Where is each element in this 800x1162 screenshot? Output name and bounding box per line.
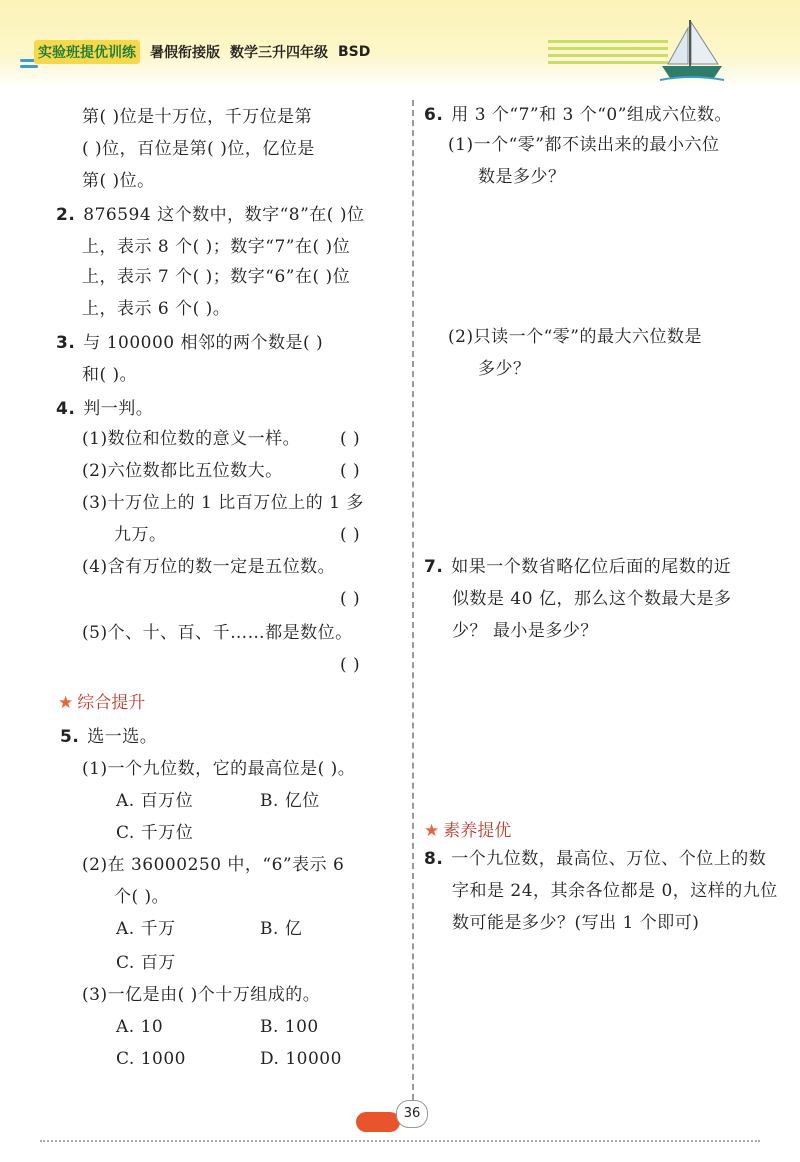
question-3 [56, 332, 323, 354]
q6-title: 用 3 个“7”和 3 个“0”组成六位数。 [451, 105, 732, 125]
question-number: 6. [424, 105, 444, 125]
edition: 暑假衔接版 [150, 45, 220, 61]
q6-item2-line1: (2)只读一个“零”的最大六位数是 [448, 327, 702, 347]
subject-grade: 数学三升四年级 [230, 45, 328, 61]
question-number: 4. [56, 399, 76, 419]
q3-line2: 和( )。 [82, 365, 138, 385]
answer-paren: ( ) [340, 461, 361, 481]
decorative-stripes [548, 36, 668, 68]
q5-item2-option-b: B. 亿 [260, 919, 303, 939]
page-number: 36 [396, 1100, 428, 1128]
q4-item3-line2: 九万。 [114, 525, 167, 545]
q5-item3: (3)一亿是由( )个十万组成的。 [82, 985, 321, 1005]
q4-item3-line1: (3)十万位上的 1 比百万位上的 1 多 [82, 493, 364, 513]
question-2 [56, 204, 364, 226]
answer-paren: ( ) [340, 589, 361, 609]
q5-item1-option-c: C. 千万位 [116, 823, 194, 843]
q3-line1: 与 100000 相邻的两个数是( ) [83, 333, 324, 353]
q6-item1-line2: 数是多少？ [478, 167, 566, 187]
q7-line1: 如果一个数省略亿位后面的尾数的近 [451, 557, 732, 577]
section-title: 综合提升 [77, 693, 146, 713]
question-number: 3. [56, 333, 76, 353]
q1-line3: 第( )位。 [82, 171, 155, 191]
q4-item5: (5)个、十、百、千……都是数位。 [82, 623, 353, 643]
answer-paren: ( ) [340, 655, 361, 675]
question-number: 5. [60, 727, 80, 747]
q5-item3-option-a: A. 10 [116, 1017, 164, 1037]
q5-item3-option-c: C. 1000 [116, 1049, 186, 1069]
q4-item2: (2)六位数都比五位数大。 [82, 461, 283, 481]
answer-paren: ( ) [340, 429, 361, 449]
q1-line2: ( )位，百位是第( )位，亿位是 [82, 139, 315, 159]
sailboat-icon [656, 18, 726, 84]
page-header [0, 0, 800, 88]
question-6 [424, 104, 732, 126]
section-heading [424, 816, 511, 841]
q5-title: 选一选。 [87, 727, 158, 747]
question-number: 8. [424, 849, 444, 869]
q8-line3: 数可能是多少？(写出 1 个即可) [452, 913, 700, 933]
question-7 [424, 556, 731, 578]
question-4 [56, 398, 153, 420]
q8-line1: 一个九位数，最高位、万位、个位上的数 [451, 849, 767, 869]
q8-line2: 字和是 24，其余各位都是 0，这样的九位 [452, 881, 778, 901]
q2-line1: 876594 这个数中，数字“8”在( )位 [83, 205, 365, 225]
q5-item2-line2: 个( )。 [114, 887, 170, 907]
q5-item1-option-a: A. 百万位 [116, 791, 194, 811]
question-number: 7. [424, 557, 444, 577]
q2-line3: 上，表示 7 个( )；数字“6”在( )位 [82, 267, 351, 287]
q7-line2: 似数是 40 亿，那么这个数最大是多 [452, 589, 732, 609]
q1-line1: 第( )位是十万位，千万位是第 [82, 107, 313, 127]
footer-rule [40, 1140, 760, 1142]
q5-item2-option-a: A. 千万 [116, 919, 176, 939]
submarine-icon [356, 1112, 400, 1132]
q2-line2: 上，表示 8 个( )；数字“7”在( )位 [82, 237, 351, 257]
column-divider [412, 100, 414, 1120]
question-5 [60, 726, 157, 748]
q5-item2-option-c: C. 百万 [116, 953, 176, 973]
publisher-code: BSD [338, 44, 371, 60]
q4-item1: (1)数位和位数的意义一样。 [82, 429, 301, 449]
star-icon: ★ [58, 693, 74, 713]
header-bar [34, 40, 370, 64]
answer-paren: ( ) [340, 525, 361, 545]
q5-item1: (1)一个九位数，它的最高位是( )。 [82, 759, 356, 779]
q6-item2-line2: 多少？ [478, 359, 531, 379]
series-title: 实验班提优训练 [34, 40, 140, 64]
q7-line3: 少？ 最小是多少？ [452, 621, 598, 641]
star-icon: ★ [424, 821, 440, 841]
q5-item3-option-d: D. 10000 [260, 1049, 342, 1069]
q6-item1-line1: (1)一个“零”都不读出来的最小六位 [448, 135, 720, 155]
section-title: 素养提优 [443, 821, 512, 841]
section-heading [58, 688, 145, 713]
q4-title: 判一判。 [83, 399, 154, 419]
q5-item2-line1: (2)在 36000250 中，“6”表示 6 [82, 855, 345, 875]
q2-line4: 上，表示 6 个( )。 [82, 299, 231, 319]
q4-item4: (4)含有万位的数一定是五位数。 [82, 557, 336, 577]
question-8 [424, 848, 766, 870]
question-number: 2. [56, 205, 76, 225]
q5-item1-option-b: B. 亿位 [260, 791, 320, 811]
q5-item3-option-b: B. 100 [260, 1017, 319, 1037]
